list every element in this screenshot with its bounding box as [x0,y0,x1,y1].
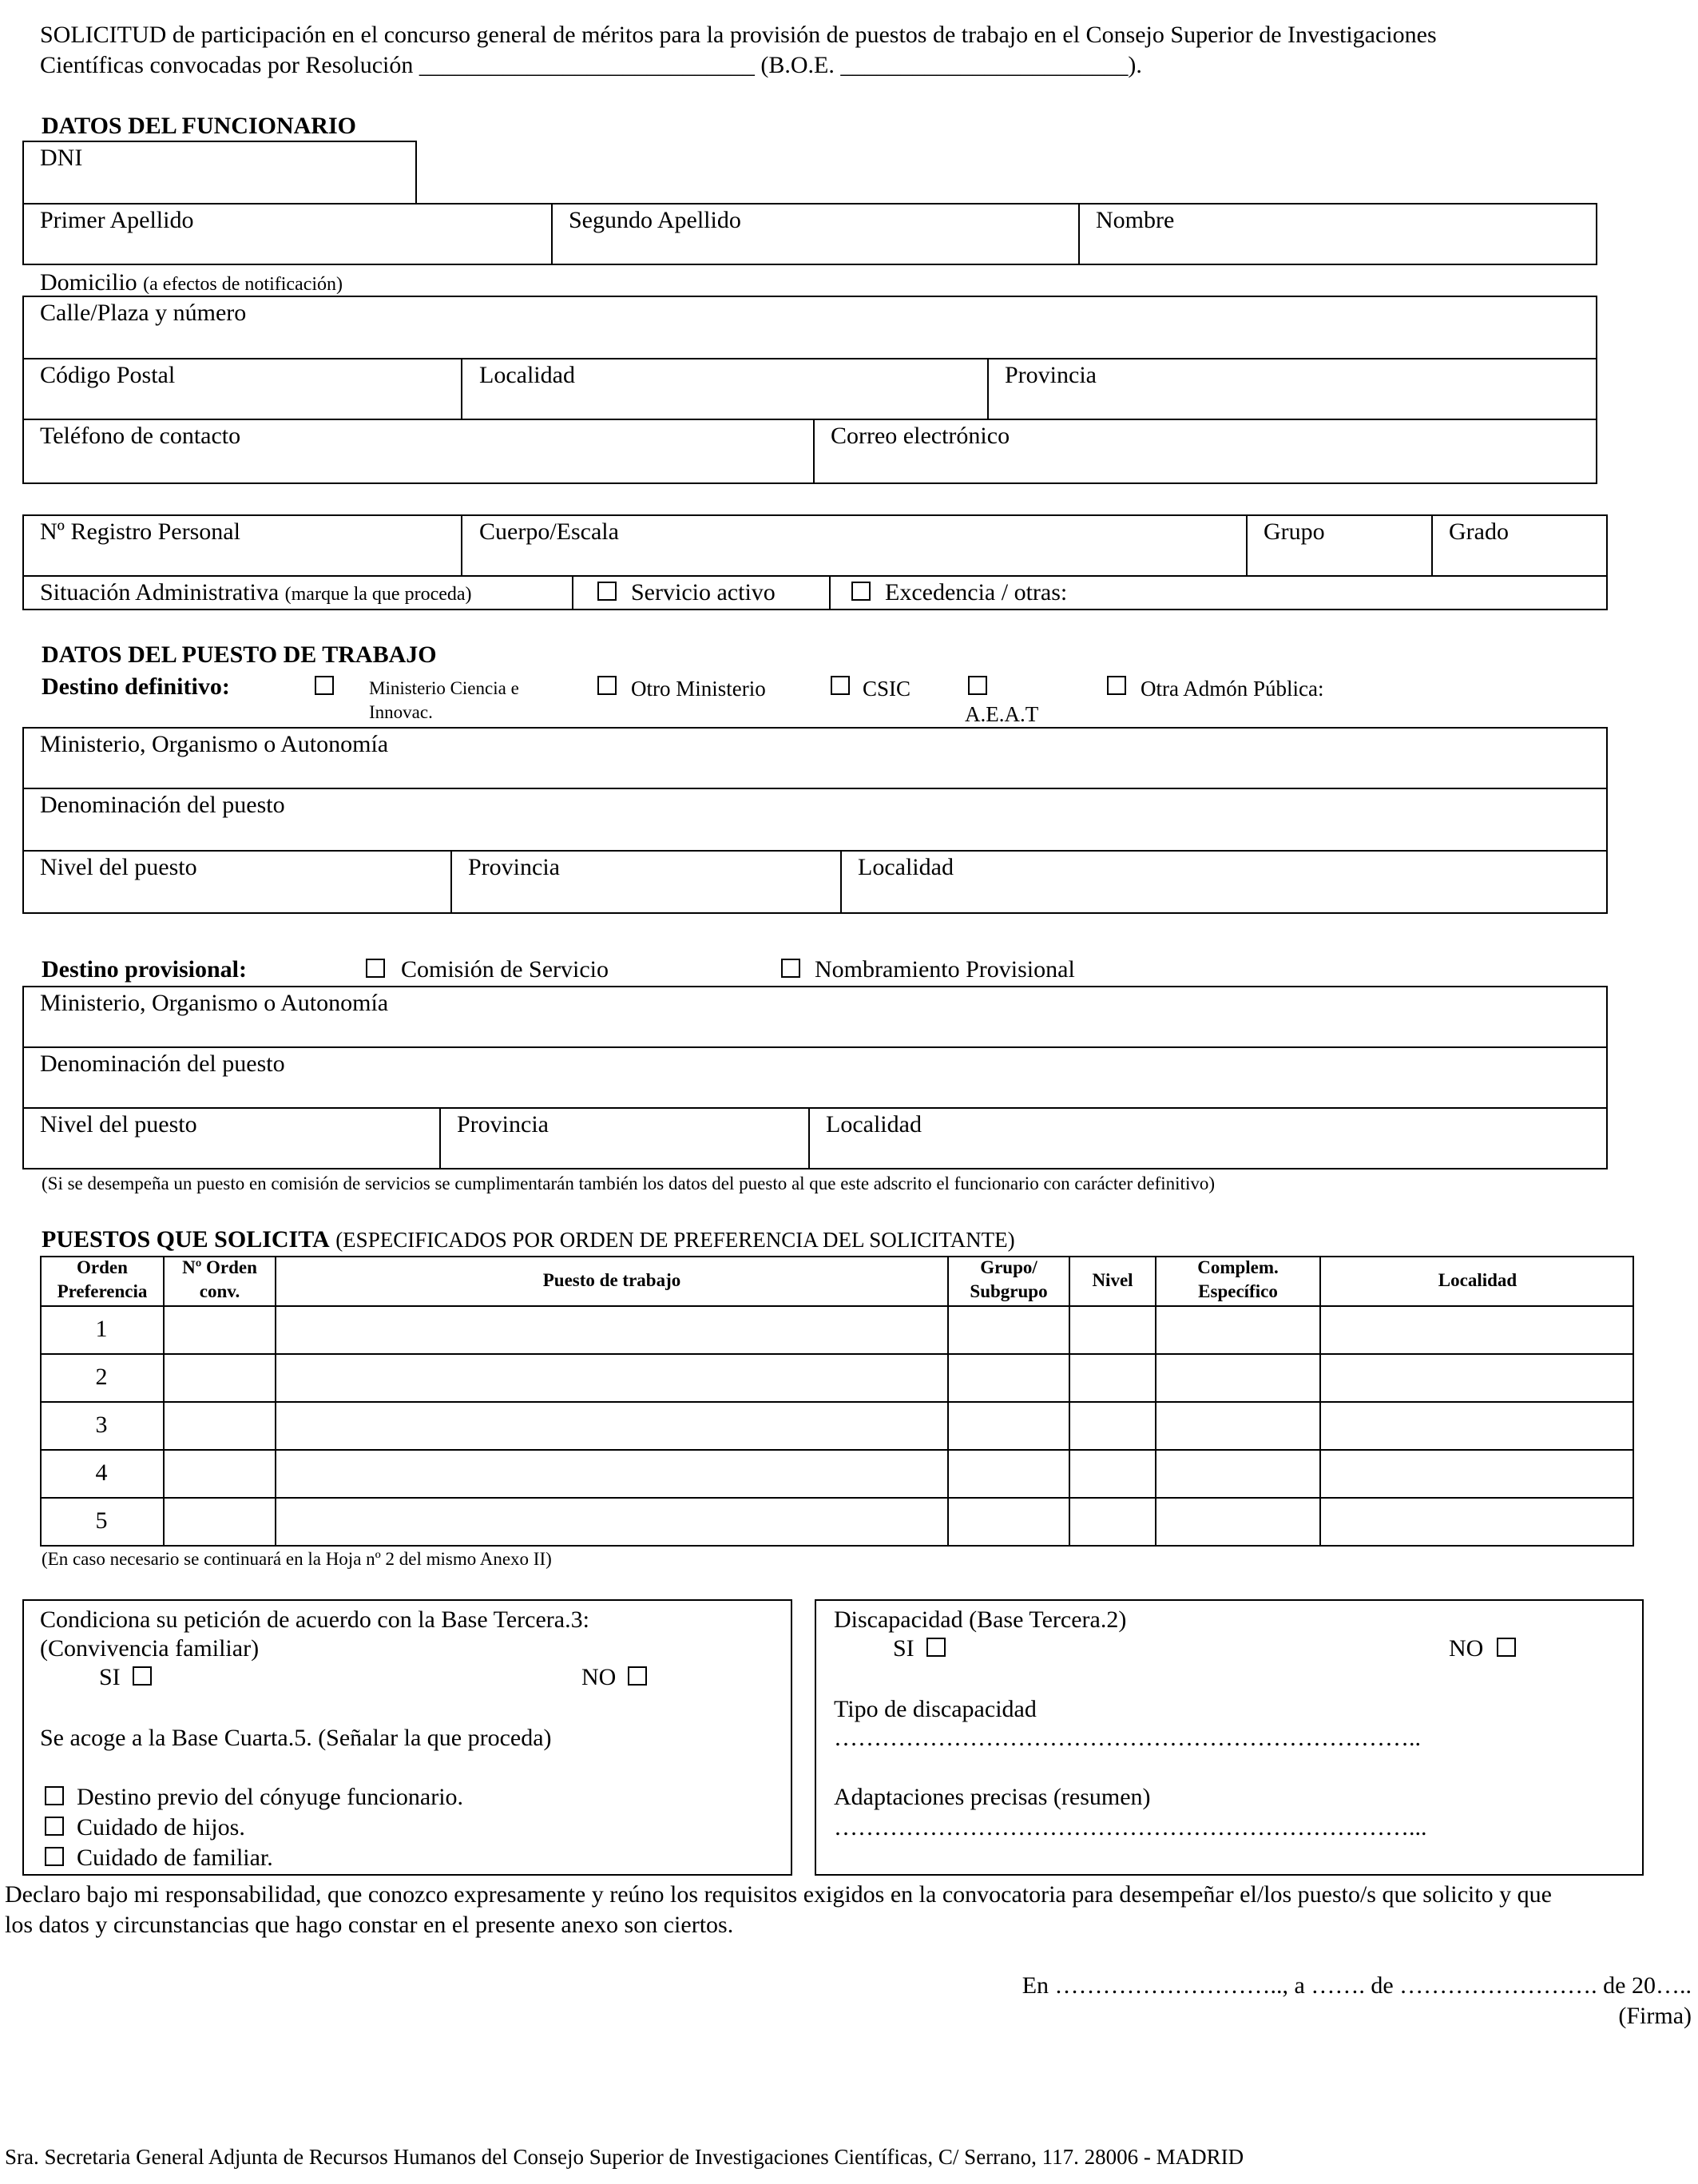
comision-note: (Si se desempeña un puesto en comisión de servicios se cumplimentarán también los datos del puesto al que este adscrito el funcionario con carácter definitivo) [42,1173,1215,1193]
condiciona-no-checkbox[interactable] [628,1666,647,1686]
otro-ministerio-checkbox[interactable] [597,676,617,695]
col-header-line: Nº Orden [182,1257,257,1277]
col-header-complemento [1156,1256,1319,1304]
divider [1246,514,1248,577]
otra-admon-label: Otra Admón Pública: [1141,677,1324,701]
otro-ministerio-label: Otro Ministerio [631,677,766,701]
table-note: (En caso necesario se continuará en la Hoja nº 2 del mismo Anexo II) [42,1549,552,1569]
col-header-line: Complem. [1197,1257,1279,1277]
fecha-line[interactable]: En ……………………….., a ……. de ……………………. de 20….. [1022,1972,1692,1999]
destino-definitivo-label: Destino definitivo: [42,673,230,700]
ministerio-ciencia-checkbox[interactable] [315,676,334,695]
domicilio-label [40,268,343,297]
grupo-label: Grupo [1264,518,1325,545]
provincia-label: Provincia [1005,362,1097,388]
divider [439,1107,441,1169]
table-col-divider [1319,1256,1321,1547]
otra-admon-checkbox[interactable] [1107,676,1126,695]
divider [808,1107,810,1169]
prov-nivel-label: Nivel del puesto [40,1111,197,1138]
condiciona-si-checkbox[interactable] [133,1666,152,1686]
def-provincia-label: Provincia [468,854,560,880]
excedencia-checkbox[interactable] [851,582,871,601]
col-header-line: Subgrupo [970,1281,1048,1301]
col-header-orden [42,1256,163,1304]
table-row-divider [40,1497,1634,1499]
nombre-label: Nombre [1096,207,1175,233]
table-row-divider [40,1353,1634,1355]
condiciona-line-1: Condiciona su petición de acuerdo con la Base Tercera.3: [40,1606,589,1633]
solicita-title [42,1225,1015,1254]
divider [551,203,553,265]
excedencia-label: Excedencia / otras: [885,579,1068,606]
adaptaciones-label: Adaptaciones precisas (resumen) [834,1784,1151,1810]
grado-label: Grado [1449,518,1509,545]
divider [1431,514,1433,577]
situacion-note: (marque la que proceda) [284,584,472,605]
col-header-line: Preferencia [57,1281,148,1301]
discapacidad-no-checkbox[interactable] [1497,1638,1516,1657]
csic-label: CSIC [863,677,911,701]
col-header-line: Nivel [1092,1270,1133,1290]
divider [22,850,1608,852]
aeat-checkbox[interactable] [968,676,987,695]
prov-provincia-label: Provincia [457,1111,549,1138]
divider [572,575,573,610]
ministerio-ciencia-label-1: Ministerio Ciencia e [369,678,519,698]
prov-denominacion-label: Denominación del puesto [40,1050,285,1077]
firma-label: (Firma) [1618,2003,1692,2029]
nombramiento-provisional-checkbox[interactable] [781,959,800,978]
condiciona-line-2: (Convivencia familiar) [40,1635,260,1662]
situacion-text: Situación Administrativa [40,579,280,606]
row-number: 5 [95,1507,108,1534]
hijos-label: Cuidado de hijos. [77,1814,245,1841]
aeat-label: A.E.A.T [965,702,1039,726]
divider [461,514,462,577]
divider [829,575,831,610]
table-row-divider [40,1449,1634,1451]
discapacidad-si-label: SI [893,1635,914,1662]
familiar-label: Cuidado de familiar. [77,1844,273,1871]
servicio-activo-label: Servicio activo [631,579,776,606]
divider [461,358,462,420]
csic-checkbox[interactable] [831,676,850,695]
divider [22,575,1608,577]
divider [22,788,1608,789]
tipo-discapacidad-field[interactable]: ……………………………………………………………….. [834,1725,1421,1751]
condiciona-no-label: NO [581,1664,617,1690]
prov-ministerio-label: Ministerio, Organismo o Autonomía [40,990,389,1016]
localidad-label: Localidad [479,362,575,388]
table-header-divider [40,1305,1634,1307]
cuerpo-label: Cuerpo/Escala [479,518,619,545]
conyuge-checkbox[interactable] [45,1786,64,1805]
adaptaciones-field[interactable]: ………………………………………………………………... [834,1814,1427,1841]
name-fields-box [22,203,1597,265]
divider [22,1046,1608,1048]
col-header-localidad [1321,1269,1634,1293]
col-header-line: Puesto de trabajo [542,1270,681,1290]
familiar-checkbox[interactable] [45,1847,64,1866]
correo-label: Correo electrónico [831,423,1010,449]
divider [987,358,989,420]
col-header-line: Específico [1198,1281,1278,1301]
destino-provisional-label: Destino provisional: [42,956,247,983]
row-number: 1 [95,1316,108,1342]
col-header-line: conv. [199,1281,240,1301]
table-col-divider [1069,1256,1070,1547]
divider [22,1107,1608,1109]
discapacidad-si-checkbox[interactable] [926,1638,946,1657]
nombramiento-provisional-label: Nombramiento Provisional [815,956,1075,983]
divider [22,419,1597,420]
def-nivel-label: Nivel del puesto [40,854,197,880]
comision-servicio-checkbox[interactable] [366,959,385,978]
discapacidad-no-label: NO [1449,1635,1484,1662]
comision-servicio-label: Comisión de Servicio [401,956,609,983]
def-denominacion-label: Denominación del puesto [40,792,285,818]
dni-label: DNI [40,145,83,171]
def-localidad-label: Localidad [858,854,954,880]
header-line-2: Científicas convocadas por Resolución ____________________________ (B.O.E. ________________________). [40,52,1142,78]
col-header-line: Orden [77,1257,128,1277]
col-header-nivel [1070,1269,1155,1293]
col-header-grupo [949,1256,1069,1304]
calle-label: Calle/Plaza y número [40,300,247,326]
declaracion-line-2: los datos y circunstancias que hago constar en el presente anexo son ciertos. [5,1912,734,1938]
segundo-apellido-label: Segundo Apellido [569,207,741,233]
def-ministerio-label: Ministerio, Organismo o Autonomía [40,731,389,757]
conyuge-label: Destino previo del cónyuge funcionario. [77,1784,464,1810]
table-col-divider [275,1256,276,1547]
col-header-puesto [276,1269,947,1293]
servicio-activo-checkbox[interactable] [597,582,617,601]
condiciona-si-label: SI [99,1664,121,1690]
divider [813,419,815,484]
primer-apellido-label: Primer Apellido [40,207,194,233]
row-number: 2 [95,1364,108,1390]
divider [1078,203,1080,265]
situacion-label [40,578,472,607]
hijos-checkbox[interactable] [45,1817,64,1836]
solicita-subtitle: (ESPECIFICADOS POR ORDEN DE PREFERENCIA DEL SOLICITANTE) [335,1228,1015,1252]
col-header-line: Grupo/ [980,1257,1037,1277]
prov-localidad-label: Localidad [826,1111,922,1138]
domicilio-note: (a efectos de notificación) [143,274,343,295]
codigo-postal-label: Código Postal [40,362,176,388]
col-header-n-orden [165,1256,275,1304]
col-header-line: Localidad [1438,1270,1517,1290]
domicilio-text: Domicilio [40,269,137,296]
section-title-puesto: DATOS DEL PUESTO DE TRABAJO [42,641,437,668]
row-number: 4 [95,1459,108,1486]
solicita-title-text: PUESTOS QUE SOLICITA [42,1226,330,1253]
telefono-label: Teléfono de contacto [40,423,241,449]
divider [450,850,452,914]
declaracion-line-1: Declaro bajo mi responsabilidad, que conozco expresamente y reúno los requisitos exigidos en la convocatoria para desempeñar el/los puesto/s que solicito y que [5,1881,1552,1908]
address-box [22,296,1597,484]
base-cuarta-label: Se acoge a la Base Cuarta.5. (Señalar la que proceda) [40,1725,552,1751]
header-line-1: SOLICITUD de participación en el concurso general de méritos para la provisión de puestos de trabajo en el Consejo Superior de Investigaciones [40,22,1437,48]
table-row-divider [40,1401,1634,1403]
row-number: 3 [95,1412,108,1438]
ministerio-ciencia-label-2: Innovac. [369,702,433,722]
divider [840,850,842,914]
footer-address: Sra. Secretaria General Adjunta de Recursos Humanos del Consejo Superior de Investigaciones Científicas, C/ Serrano, 117. 28006 - MADRID [5,2145,1244,2169]
section-title-funcionario: DATOS DEL FUNCIONARIO [42,113,356,139]
tipo-discapacidad-label: Tipo de discapacidad [834,1696,1037,1722]
discapacidad-title: Discapacidad (Base Tercera.2) [834,1606,1127,1633]
divider [22,358,1597,359]
registro-label: Nº Registro Personal [40,518,240,545]
